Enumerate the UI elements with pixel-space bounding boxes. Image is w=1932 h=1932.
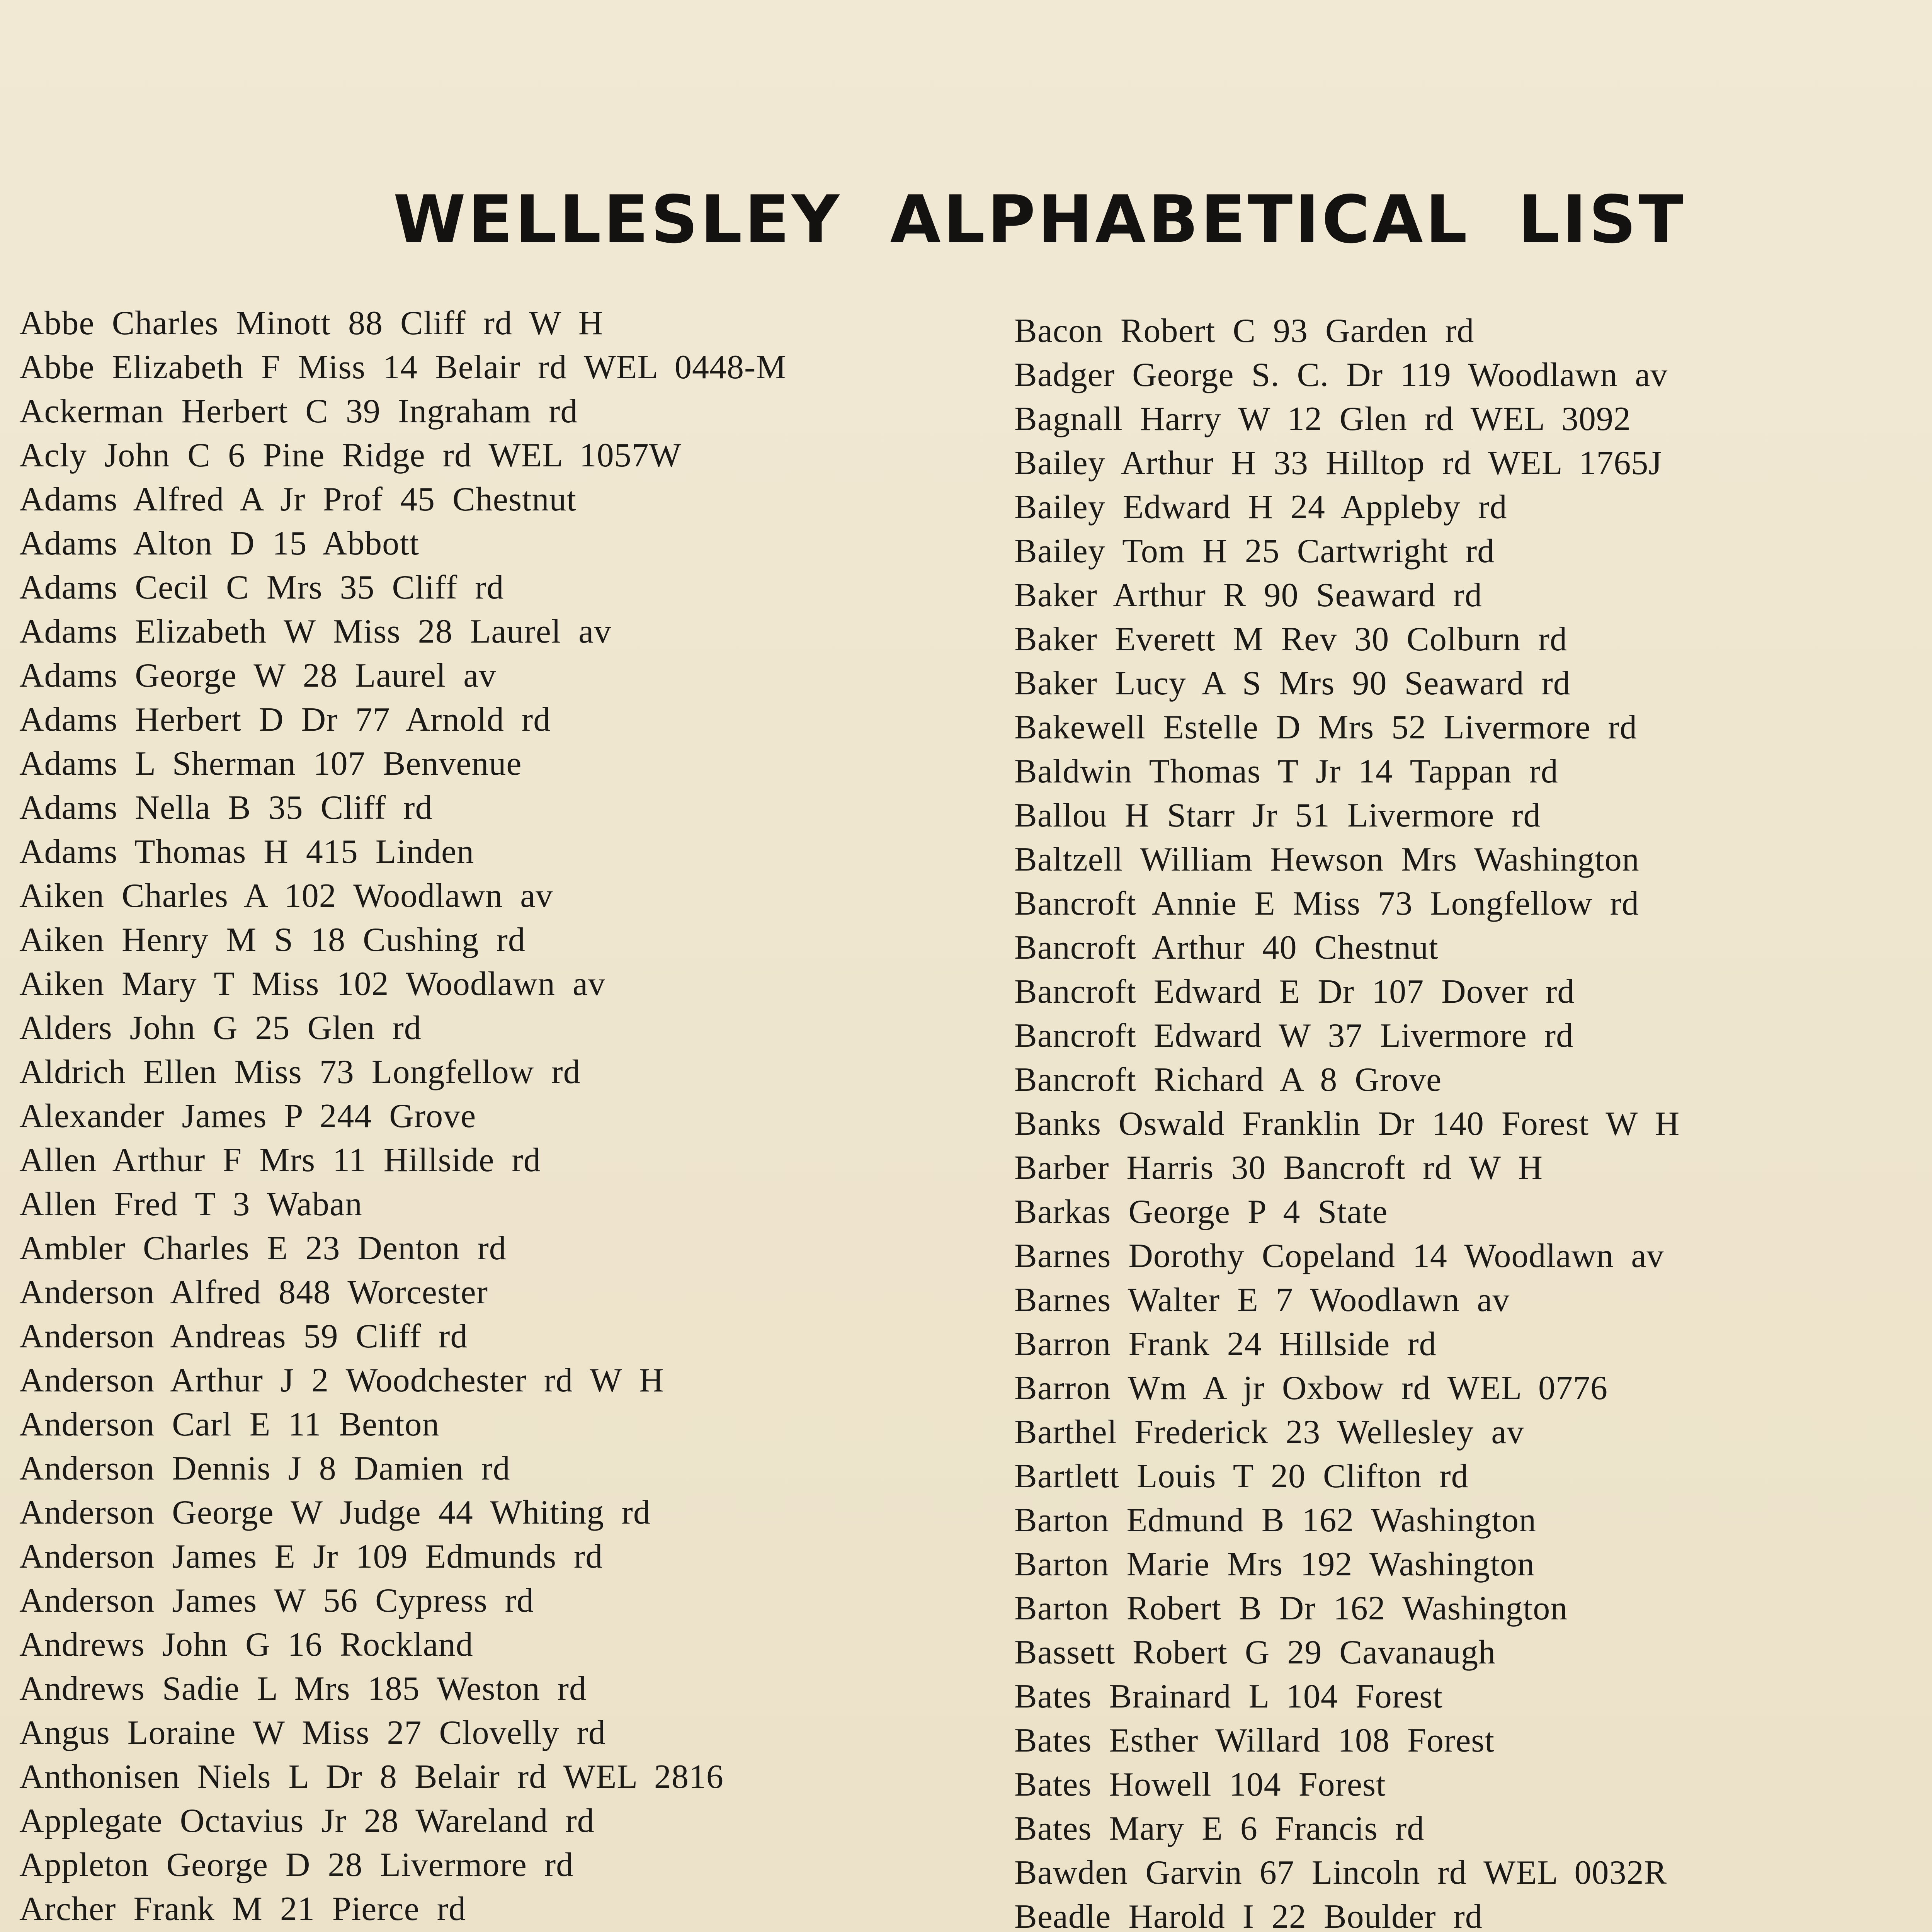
directory-entry: Aiken Mary T Miss 102 Woodlawn av	[19, 965, 605, 1003]
directory-entry: Allen Arthur F Mrs 11 Hillside rd	[19, 1141, 541, 1179]
directory-entry: Anthonisen Niels L Dr 8 Belair rd WEL 2816	[19, 1758, 724, 1796]
directory-entry: Adams Cecil C Mrs 35 Cliff rd	[19, 569, 504, 606]
directory-entry: Baltzell William Hewson Mrs Washington	[1014, 841, 1639, 878]
directory-entry: Bancroft Edward W 37 Livermore rd	[1014, 1017, 1574, 1054]
directory-entry: Adams Alton D 15 Abbott	[19, 525, 420, 562]
directory-entry: Bassett Robert G 29 Cavanaugh	[1014, 1634, 1496, 1671]
directory-entry: Bates Brainard L 104 Forest	[1014, 1678, 1443, 1715]
directory-entry: Barron Frank 24 Hillside rd	[1014, 1325, 1437, 1363]
directory-entry: Barron Wm A jr Oxbow rd WEL 0776	[1014, 1369, 1608, 1407]
directory-entry: Bancroft Edward E Dr 107 Dover rd	[1014, 973, 1575, 1010]
directory-entry: Anderson Arthur J 2 Woodchester rd W H	[19, 1362, 664, 1399]
directory-entry: Bakewell Estelle D Mrs 52 Livermore rd	[1014, 709, 1637, 746]
directory-entry: Adams Alfred A Jr Prof 45 Chestnut	[19, 481, 577, 518]
directory-entry: Abbe Elizabeth F Miss 14 Belair rd WEL 0448-M	[19, 349, 787, 386]
directory-entry: Anderson James E Jr 109 Edmunds rd	[19, 1538, 603, 1575]
directory-entry: Bates Esther Willard 108 Forest	[1014, 1722, 1495, 1759]
directory-entry: Abbe Charles Minott 88 Cliff rd W H	[19, 304, 604, 342]
directory-entry: Bailey Edward H 24 Appleby rd	[1014, 488, 1507, 526]
directory-entry: Barthel Frederick 23 Wellesley av	[1014, 1413, 1524, 1451]
directory-entry: Barton Marie Mrs 192 Washington	[1014, 1546, 1535, 1583]
directory-entry: Adams Herbert D Dr 77 Arnold rd	[19, 701, 551, 738]
directory-entry: Bailey Tom H 25 Cartwright rd	[1014, 532, 1495, 570]
right-column	[1014, 309, 1932, 1932]
directory-entry: Beadle Harold I 22 Boulder rd	[1014, 1898, 1483, 1932]
directory-entry: Anderson George W Judge 44 Whiting rd	[19, 1494, 651, 1531]
directory-entry: Baker Lucy A S Mrs 90 Seaward rd	[1014, 665, 1571, 702]
directory-entry: Anderson Andreas 59 Cliff rd	[19, 1318, 468, 1355]
directory-entry: Barnes Walter E 7 Woodlawn av	[1014, 1281, 1510, 1319]
directory-entry: Alders John G 25 Glen rd	[19, 1009, 422, 1047]
directory-entry: Allen Fred T 3 Waban	[19, 1185, 362, 1223]
directory-entry: Ballou H Starr Jr 51 Livermore rd	[1014, 797, 1541, 834]
directory-entry: Baker Arthur R 90 Seaward rd	[1014, 577, 1482, 614]
directory-entry: Aldrich Ellen Miss 73 Longfellow rd	[19, 1053, 581, 1091]
directory-entry: Barton Edmund B 162 Washington	[1014, 1502, 1537, 1539]
directory-entry: Angus Loraine W Miss 27 Clovelly rd	[19, 1714, 606, 1752]
directory-entry: Andrews John G 16 Rockland	[19, 1626, 473, 1663]
directory-entry: Aiken Henry M S 18 Cushing rd	[19, 921, 526, 959]
directory-entry: Banks Oswald Franklin Dr 140 Forest W H	[1014, 1105, 1680, 1143]
directory-entry: Ackerman Herbert C 39 Ingraham rd	[19, 393, 578, 430]
directory-entry: Bates Mary E 6 Francis rd	[1014, 1810, 1425, 1847]
directory-entry: Adams Elizabeth W Miss 28 Laurel av	[19, 613, 612, 650]
directory-entry: Bagnall Harry W 12 Glen rd WEL 3092	[1014, 400, 1631, 438]
directory-entry: Anderson James W 56 Cypress rd	[19, 1582, 534, 1619]
directory-entry: Ambler Charles E 23 Denton rd	[19, 1230, 507, 1267]
left-column	[19, 301, 985, 1932]
page-title: WELLESLEY ALPHABETICAL LIST	[393, 182, 1686, 258]
directory-entry: Barber Harris 30 Bancroft rd W H	[1014, 1149, 1543, 1187]
directory-entry: Barkas George P 4 State	[1014, 1193, 1388, 1231]
directory-entry: Archer Frank M 21 Pierce rd	[19, 1890, 466, 1928]
directory-entry: Badger George S. C. Dr 119 Woodlawn av	[1014, 356, 1668, 394]
directory-entry: Adams L Sherman 107 Benvenue	[19, 745, 522, 782]
directory-entry: Alexander James P 244 Grove	[19, 1097, 476, 1135]
directory-entry: Barton Robert B Dr 162 Washington	[1014, 1590, 1568, 1627]
directory-entry: Adams Nella B 35 Cliff rd	[19, 789, 433, 827]
directory-entry: Adams George W 28 Laurel av	[19, 657, 497, 694]
directory-entry: Bailey Arthur H 33 Hilltop rd WEL 1765J	[1014, 444, 1662, 482]
directory-entry: Baldwin Thomas T Jr 14 Tappan rd	[1014, 753, 1558, 790]
directory-entry: Bancroft Richard A 8 Grove	[1014, 1061, 1442, 1099]
directory-entry: Acly John C 6 Pine Ridge rd WEL 1057W	[19, 437, 682, 474]
directory-entry: Bancroft Arthur 40 Chestnut	[1014, 929, 1439, 966]
directory-entry: Baker Everett M Rev 30 Colburn rd	[1014, 621, 1567, 658]
directory-entry: Bates Howell 104 Forest	[1014, 1766, 1386, 1803]
directory-entry: Bawden Garvin 67 Lincoln rd WEL 0032R	[1014, 1854, 1667, 1891]
directory-entry: Aiken Charles A 102 Woodlawn av	[19, 877, 553, 915]
directory-entry: Andrews Sadie L Mrs 185 Weston rd	[19, 1670, 587, 1708]
directory-entry: Bacon Robert C 93 Garden rd	[1014, 312, 1475, 350]
directory-entry: Appleton George D 28 Livermore rd	[19, 1846, 574, 1884]
directory-entry: Anderson Carl E 11 Benton	[19, 1406, 440, 1443]
directory-entry: Applegate Octavius Jr 28 Wareland rd	[19, 1802, 595, 1840]
directory-entry: Bartlett Louis T 20 Clifton rd	[1014, 1458, 1469, 1495]
directory-entry: Anderson Alfred 848 Worcester	[19, 1274, 488, 1311]
directory-entry: Bancroft Annie E Miss 73 Longfellow rd	[1014, 885, 1639, 922]
directory-entry: Barnes Dorothy Copeland 14 Woodlawn av	[1014, 1237, 1664, 1275]
directory-entry: Adams Thomas H 415 Linden	[19, 833, 474, 871]
directory-entry: Anderson Dennis J 8 Damien rd	[19, 1450, 510, 1487]
